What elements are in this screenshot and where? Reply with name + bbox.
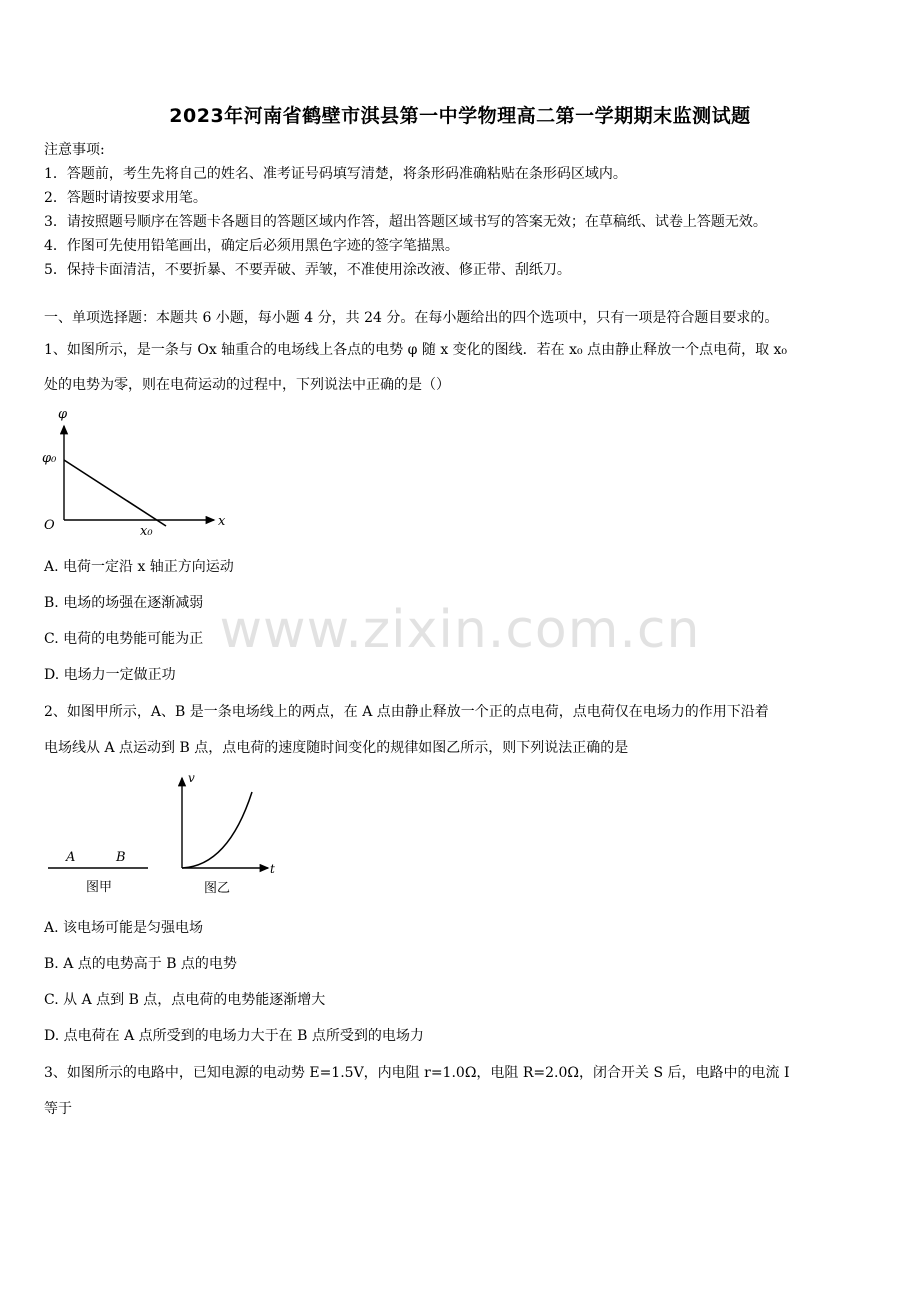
- question-3-text: 等于: [44, 1101, 72, 1117]
- figure-yi-vt-graph: [168, 770, 284, 898]
- q1-option-d: D. 电场力一定做正功: [44, 667, 176, 683]
- q2-option-c: C. 从 A 点到 B 点，点电荷的电势能逐渐增大: [44, 992, 326, 1008]
- figure-jia-caption: 图甲: [86, 880, 113, 895]
- q1-option-c: C. 电荷的电势能可能为正: [44, 631, 204, 647]
- point-b-label: B: [116, 850, 126, 865]
- q1-option-a: A. 电荷一定沿 x 轴正方向运动: [44, 559, 234, 575]
- q2-option-b: B. A 点的电势高于 B 点的电势: [44, 956, 237, 972]
- figure-yi-caption: 图乙: [204, 881, 231, 896]
- phi0-label: φ₀: [42, 451, 57, 466]
- v-t-curve: [182, 792, 252, 868]
- v-axis-label: v: [188, 771, 195, 785]
- question-1-text: 处的电势为零，则在电荷运动的过程中，下列说法中正确的是（）: [44, 377, 450, 393]
- notice-item: 2．答题时请按要求用笔。: [44, 190, 207, 206]
- q2-option-a: A. 该电场可能是匀强电场: [44, 920, 204, 936]
- phi-x-graph: [40, 402, 230, 542]
- q2-option-d: D. 点电荷在 A 点所受到的电场力大于在 B 点所受到的电场力: [44, 1028, 424, 1044]
- question-2-text: 2、如图甲所示，A、B 是一条电场线上的两点，在 A 点由静止释放一个正的点电荷，点电荷仅在电场力的作用下沿着: [44, 704, 769, 720]
- q1-option-b: B. 电场的场强在逐渐减弱: [44, 595, 204, 611]
- question-3-text: 3、如图所示的电路中，已知电源的电动势 E=1.5V，内电阻 r=1.0Ω，电阻 R=2.0Ω，闭合开关 S 后，电路中的电流 I: [44, 1065, 790, 1081]
- origin-label: O: [44, 518, 55, 533]
- page-title: 2023年河南省鹤壁市淇县第一中学物理高二第一学期期末监测试题: [169, 105, 751, 127]
- figure-jia: [44, 840, 154, 898]
- t-axis-label: t: [270, 862, 275, 876]
- notice-item: 5．保持卡面清洁，不要折暴、不要弄破、弄皱，不准使用涂改液、修正带、刮纸刀。: [44, 262, 571, 278]
- x-axis-label: x: [218, 514, 226, 529]
- question-2-text: 电场线从 A 点运动到 B 点，点电荷的速度随时间变化的规律如图乙所示，则下列说法正确的是: [44, 740, 629, 756]
- notice-heading: 注意事项:: [44, 142, 105, 158]
- point-a-label: A: [66, 850, 76, 865]
- y-axis-label: φ: [58, 407, 68, 422]
- watermark: www.zixin.com.cn: [219, 600, 701, 660]
- notice-item: 4．作图可先使用铅笔画出，确定后必须用黑色字迹的签字笔描黑。: [44, 238, 459, 254]
- x0-label: x₀: [140, 524, 153, 539]
- notice-item: 3．请按照题号顺序在答题卡各题目的答题区域内作答，超出答题区域书写的答案无效；在草稿纸、试卷上答题无效。: [44, 214, 767, 230]
- phi-line: [64, 460, 166, 526]
- question-1-text: 1、如图所示，是一条与 Ox 轴重合的电场线上各点的电势 φ 随 x 变化的图线．若在 x₀ 点由静止释放一个点电荷，取 x₀: [44, 342, 788, 358]
- notice-item: 1．答题前，考生先将自己的姓名、准考证号码填写清楚，将条形码准确粘贴在条形码区域内。: [44, 166, 627, 182]
- section-heading: 一、单项选择题：本题共 6 小题，每小题 4 分，共 24 分。在每小题给出的四个选项中，只有一项是符合题目要求的。: [44, 310, 779, 326]
